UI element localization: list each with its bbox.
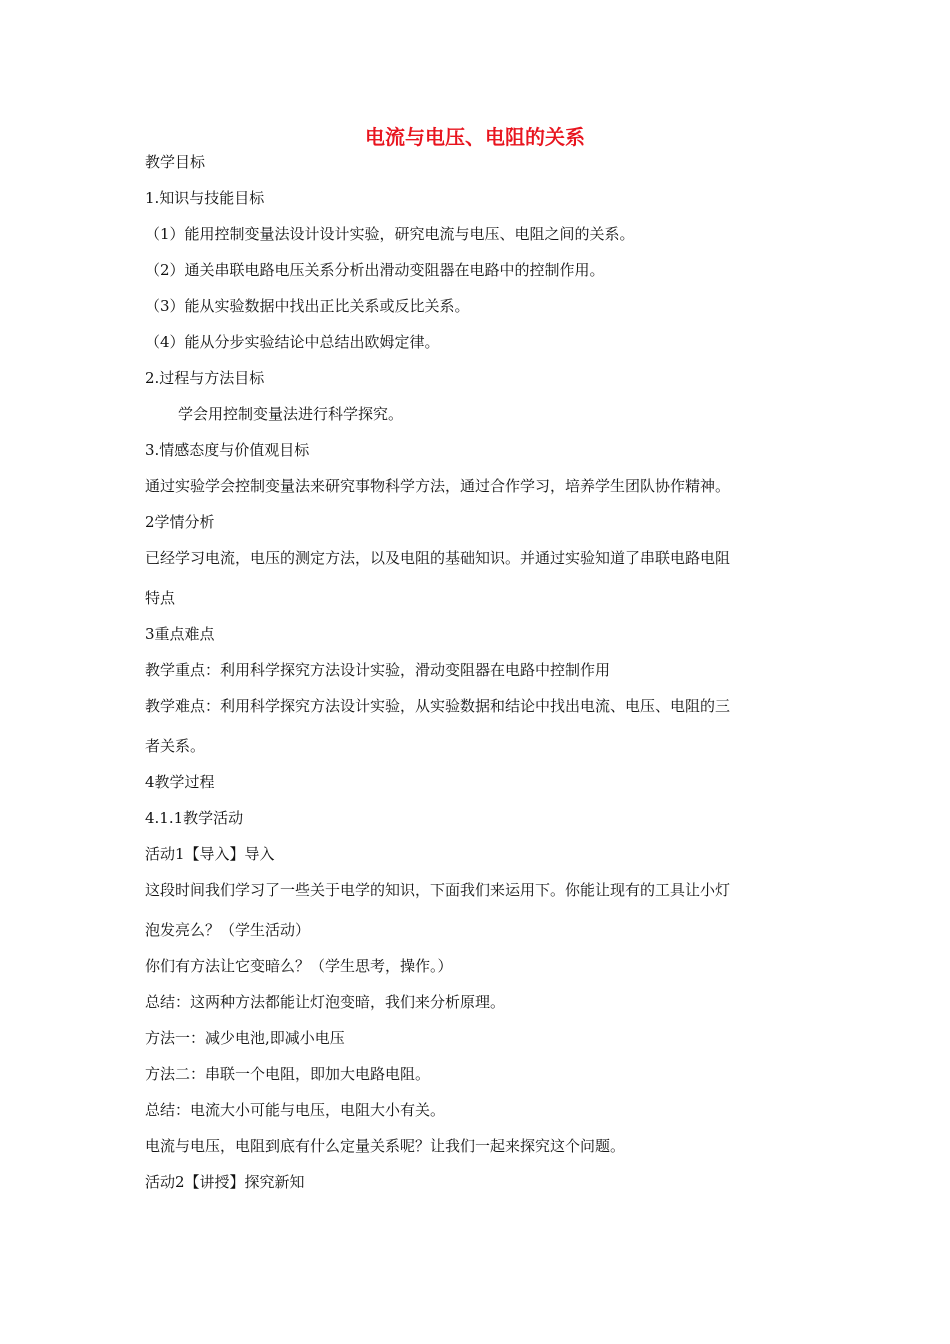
activity-2-heading: 活动2【讲授】探究新知	[145, 1173, 305, 1191]
paragraph-summary-2: 总结：电流大小可能与电压，电阻大小有关。	[145, 1101, 446, 1119]
section-heading-key-difficult-points: 3重点难点	[145, 625, 215, 643]
paragraph-student-analysis-line-2: 特点	[145, 589, 176, 607]
subsection-heading-process-method: 2.过程与方法目标	[145, 369, 265, 387]
paragraph-research-question: 电流与电压，电阻到底有什么定量关系呢？让我们一起来探究这个问题。	[145, 1137, 626, 1155]
paragraph-student-analysis-line-1: 已经学习电流，电压的测定方法，以及电阻的基础知识。并通过实验知道了串联电路电阻	[145, 549, 731, 567]
document-title: 电流与电压、电阻的关系	[365, 125, 585, 149]
section-heading-teaching-goals: 教学目标	[145, 153, 206, 171]
subsection-heading-attitude-values: 3.情感态度与价值观目标	[145, 441, 310, 459]
paragraph-summary-1: 总结：这两种方法都能让灯泡变暗，我们来分析原理。	[145, 993, 506, 1011]
paragraph-intro-line-2: 泡发亮么？（学生活动）	[145, 921, 311, 939]
paragraph-process-method: 学会用控制变量法进行科学探究。	[178, 405, 404, 423]
paragraph-intro-line-1: 这段时间我们学习了一些关于电学的知识，下面我们来运用下。你能让现有的工具让小灯	[145, 881, 731, 899]
paragraph-dim-question: 你们有方法让它变暗么？（学生思考，操作。）	[145, 957, 453, 975]
section-heading-teaching-process: 4教学过程	[145, 773, 215, 791]
goal-item-1: （1）能用控制变量法设计设计实验，研究电流与电压、电阻之间的关系。	[145, 225, 635, 243]
paragraph-method-1: 方法一：减少电池,即减小电压	[145, 1029, 345, 1047]
goal-item-2: （2）通关串联电路电压关系分析出滑动变阻器在电路中的控制作用。	[145, 261, 605, 279]
subsection-heading-knowledge-skills: 1.知识与技能目标	[145, 189, 265, 207]
paragraph-difficult-point-line-1: 教学难点：利用科学探究方法设计实验，从实验数据和结论中找出电流、电压、电阻的三	[145, 697, 731, 715]
subsection-heading-teaching-activity: 4.1.1教学活动	[145, 809, 244, 827]
section-heading-student-analysis: 2学情分析	[145, 513, 215, 531]
goal-item-4: （4）能从分步实验结论中总结出欧姆定律。	[145, 333, 440, 351]
paragraph-attitude-values: 通过实验学会控制变量法来研究事物科学方法，通过合作学习，培养学生团队协作精神。	[145, 477, 731, 495]
activity-1-heading: 活动1【导入】导入	[145, 845, 275, 863]
paragraph-key-point: 教学重点：利用科学探究方法设计实验，滑动变阻器在电路中控制作用	[145, 661, 611, 679]
goal-item-3: （3）能从实验数据中找出正比关系或反比关系。	[145, 297, 470, 315]
paragraph-difficult-point-line-2: 者关系。	[145, 737, 206, 755]
paragraph-method-2: 方法二：串联一个电阻，即加大电路电阻。	[145, 1065, 431, 1083]
